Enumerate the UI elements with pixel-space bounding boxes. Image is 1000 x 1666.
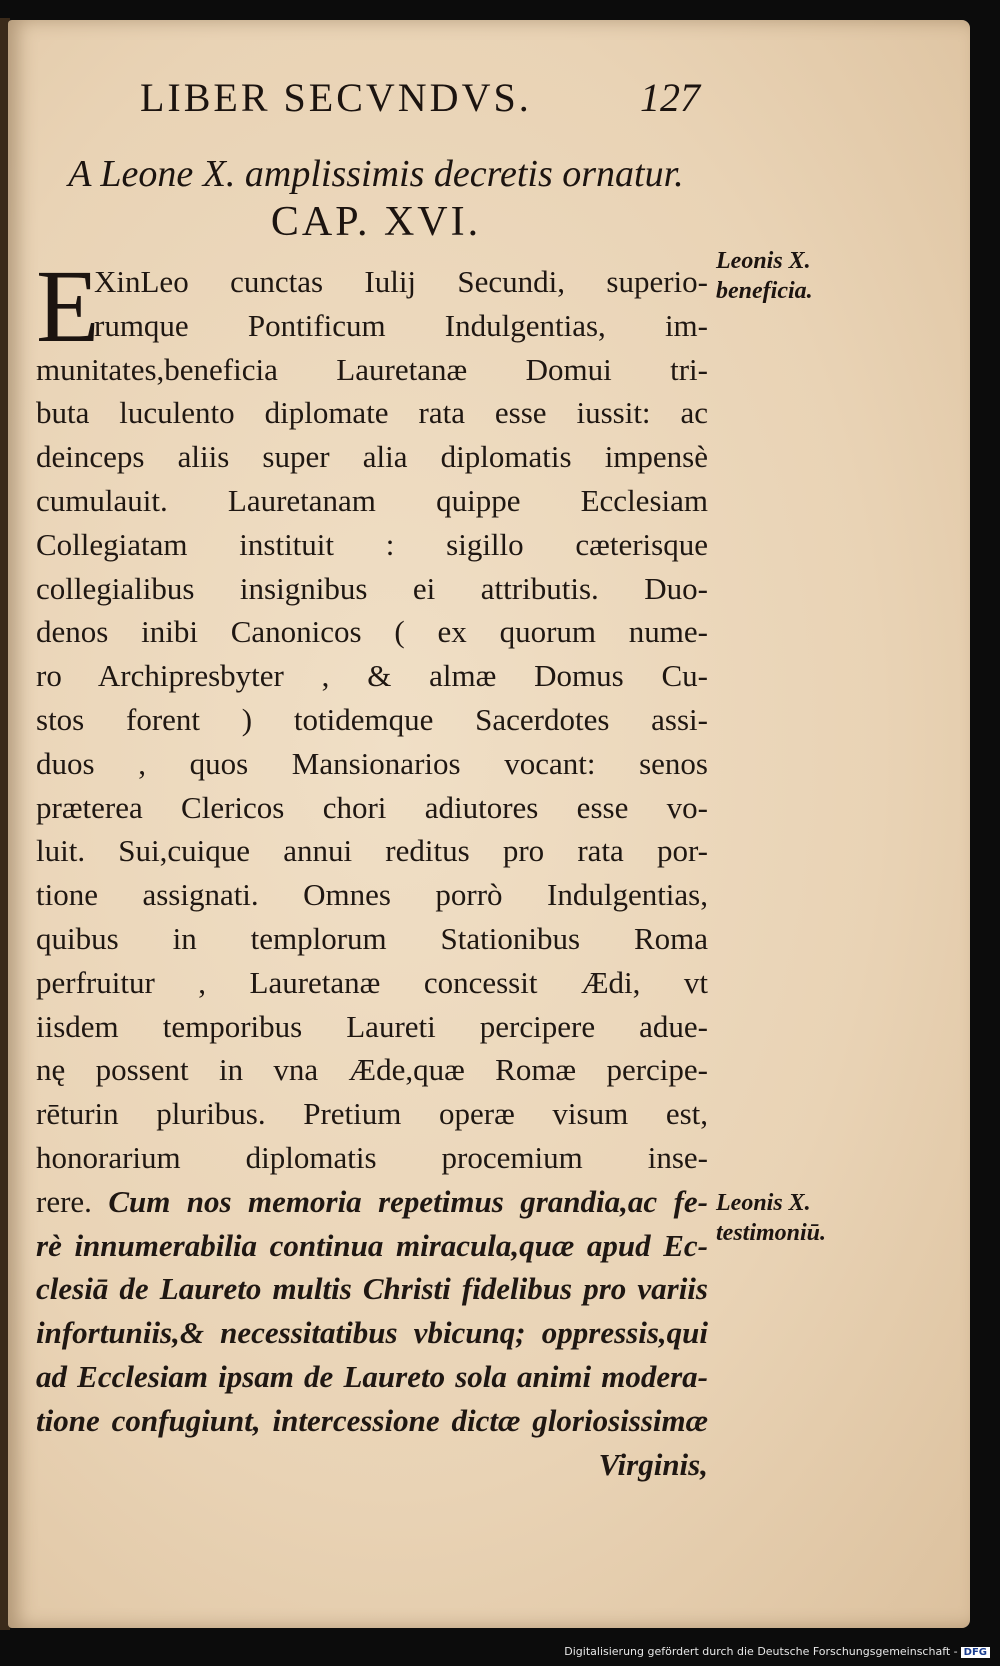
text-line: præterea Clericos chori adiutores esse vo- bbox=[36, 789, 708, 825]
italic-text-line: rè innumerabilia continua miracula,quæ apud Ec- bbox=[36, 1227, 708, 1263]
marginal-note-line: beneficia. bbox=[716, 278, 813, 304]
text-roman-part: rere. bbox=[36, 1183, 92, 1219]
text-line: tione assignati. Omnes porrò Indulgentias, bbox=[36, 877, 708, 913]
text-line: Collegiatam instituit : sigillo cæterisque bbox=[36, 526, 708, 562]
digitization-credit bbox=[564, 1645, 990, 1658]
running-head: LIBER SECVNDVS. bbox=[140, 75, 532, 120]
marginal-note-line: Leonis X. bbox=[716, 1190, 811, 1216]
text-line: denos inibi Canonicos ( ex quorum nume- bbox=[36, 614, 708, 650]
italic-text-line: infortuniis,& necessitatibus vbicunq; oppressis,qui bbox=[36, 1315, 708, 1351]
page-number: 127 bbox=[640, 75, 700, 120]
italic-text-line: Virginis, bbox=[598, 1446, 708, 1482]
text-line: rumque Pontificum Indulgentias, im- bbox=[94, 307, 708, 343]
text-line: duos , quos Mansionarios vocant: senos bbox=[36, 745, 708, 781]
chapter-number: CAP. XVI. bbox=[270, 199, 482, 245]
text-line: nę possent in vna Æde,quæ Romæ percipe- bbox=[36, 1052, 708, 1088]
text-line-mixed bbox=[36, 1180, 708, 1224]
text-italic-part: Cum nos memoria repetimus grandia,ac fe- bbox=[91, 1183, 708, 1219]
marginal-note bbox=[716, 1188, 876, 1248]
italic-text-line: ad Ecclesiam ipsam de Laureto sola animi modera- bbox=[36, 1358, 708, 1394]
drop-cap-initial: E bbox=[36, 249, 100, 364]
body-text bbox=[36, 249, 708, 1486]
credit-text: Digitalisierung gefördert durch die Deutsche Forschungsgemeinschaft - bbox=[564, 1645, 958, 1658]
text-line: stos forent ) totidemque Sacerdotes assi- bbox=[36, 701, 708, 737]
text-line: deinceps aliis super alia diplomatis impensè bbox=[36, 439, 708, 475]
text-line: munitates,beneficia Lauretanæ Domui tri- bbox=[36, 351, 708, 387]
text-line: rēturin pluribus. Pretium operæ visum est, bbox=[36, 1096, 708, 1132]
text-line: honorarium diplomatis procemium inse- bbox=[36, 1139, 708, 1175]
text-line: perfruitur , Lauretanæ concessit Ædi, vt bbox=[36, 964, 708, 1000]
italic-text-line: tione confugiunt, intercessione dictæ gloriosissimæ bbox=[36, 1402, 708, 1438]
chapter-title: A Leone X. amplissimis decretis ornatur. bbox=[68, 153, 684, 195]
text-line: ro Archipresbyter , & almæ Domus Cu- bbox=[36, 658, 708, 694]
text-line: XinLeo cunctas Iulij Secundi, superio- bbox=[94, 264, 708, 299]
marginal-note bbox=[716, 246, 876, 306]
marginal-note-line: Leonis X. bbox=[716, 248, 811, 274]
page-header bbox=[140, 74, 700, 130]
dfg-logo: DFG bbox=[961, 1647, 990, 1658]
marginal-note-line: testimoniū. bbox=[716, 1220, 827, 1246]
text-line: iisdem temporibus Laureti percipere adue- bbox=[36, 1008, 708, 1044]
text-line: buta luculento diplomate rata esse iussit: ac bbox=[36, 395, 708, 431]
text-line: cumulauit. Lauretanam quippe Ecclesiam bbox=[36, 482, 708, 518]
italic-text-line: clesiā de Laureto multis Christi fidelibus pro variis bbox=[36, 1271, 708, 1307]
text-line: collegialibus insignibus ei attributis. Duo- bbox=[36, 570, 708, 606]
text-line: quibus in templorum Stationibus Roma bbox=[36, 920, 708, 956]
text-line: luit. Sui,cuique annui reditus pro rata por- bbox=[36, 833, 708, 869]
